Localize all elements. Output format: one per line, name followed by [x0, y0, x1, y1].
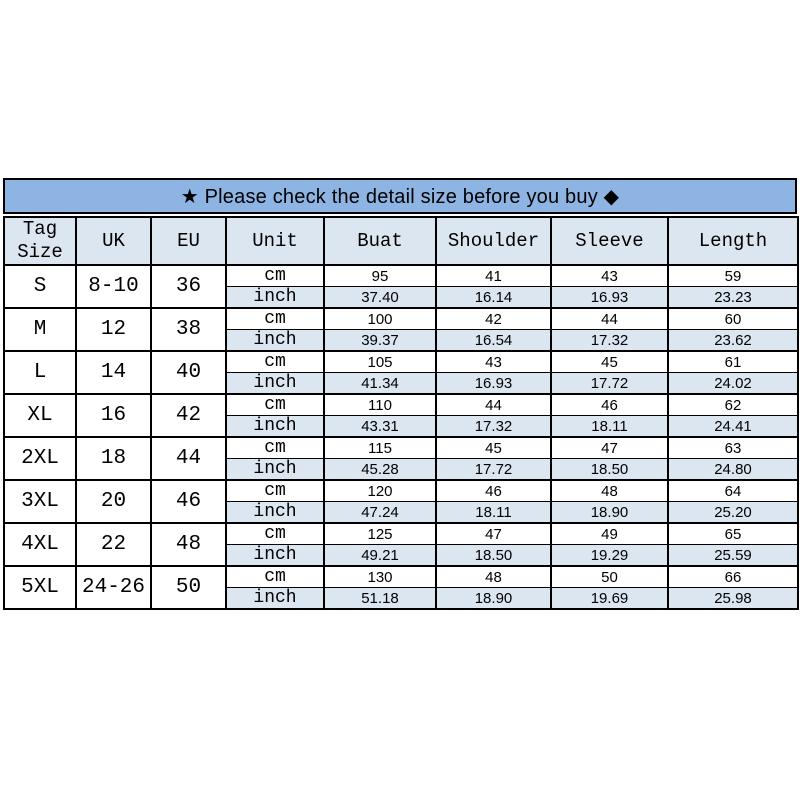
- tag-size-cell: XL: [4, 394, 76, 437]
- eu-size-cell: 38: [151, 308, 226, 351]
- length-cm-cell: 66: [668, 566, 798, 588]
- eu-size-cell: 46: [151, 480, 226, 523]
- uk-size-cell: 22: [76, 523, 151, 566]
- bust-inch-cell: 51.18: [324, 588, 436, 610]
- sleeve-cm-cell: 49: [551, 523, 668, 545]
- eu-size-cell: 50: [151, 566, 226, 609]
- shoulder-inch-cell: 17.72: [436, 459, 551, 481]
- unit-cm-label: cm: [226, 566, 324, 588]
- uk-size-cell: 14: [76, 351, 151, 394]
- header-bust: Buat: [324, 217, 436, 265]
- sleeve-cm-cell: 43: [551, 265, 668, 287]
- unit-cm-label: cm: [226, 351, 324, 373]
- unit-inch-label: inch: [226, 416, 324, 438]
- eu-size-cell: 40: [151, 351, 226, 394]
- bust-inch-cell: 43.31: [324, 416, 436, 438]
- header-sleeve: Sleeve: [551, 217, 668, 265]
- bust-cm-cell: 100: [324, 308, 436, 330]
- uk-size-cell: 18: [76, 437, 151, 480]
- tag-size-cell: 5XL: [4, 566, 76, 609]
- sleeve-inch-cell: 19.29: [551, 545, 668, 567]
- bust-cm-cell: 125: [324, 523, 436, 545]
- size-row-cm: [4, 437, 798, 459]
- size-row-cm: [4, 394, 798, 416]
- bust-inch-cell: 39.37: [324, 330, 436, 352]
- uk-size-cell: 20: [76, 480, 151, 523]
- unit-inch-label: inch: [226, 588, 324, 610]
- bust-inch-cell: 49.21: [324, 545, 436, 567]
- sleeve-inch-cell: 17.32: [551, 330, 668, 352]
- notice-banner: [3, 178, 797, 214]
- header-unit: Unit: [226, 217, 324, 265]
- shoulder-inch-cell: 18.11: [436, 502, 551, 524]
- size-row-cm: [4, 523, 798, 545]
- sleeve-inch-cell: 18.90: [551, 502, 668, 524]
- uk-size-cell: 8-10: [76, 265, 151, 308]
- shoulder-cm-cell: 47: [436, 523, 551, 545]
- shoulder-cm-cell: 46: [436, 480, 551, 502]
- shoulder-inch-cell: 16.14: [436, 287, 551, 309]
- header-eu: EU: [151, 217, 226, 265]
- eu-size-cell: 36: [151, 265, 226, 308]
- unit-inch-label: inch: [226, 545, 324, 567]
- length-cm-cell: 63: [668, 437, 798, 459]
- unit-inch-label: inch: [226, 373, 324, 395]
- sleeve-inch-cell: 18.11: [551, 416, 668, 438]
- size-row-cm: [4, 566, 798, 588]
- sleeve-cm-cell: 48: [551, 480, 668, 502]
- length-cm-cell: 60: [668, 308, 798, 330]
- sleeve-cm-cell: 46: [551, 394, 668, 416]
- tag-size-cell: S: [4, 265, 76, 308]
- size-row-cm: [4, 480, 798, 502]
- eu-size-cell: 42: [151, 394, 226, 437]
- length-cm-cell: 62: [668, 394, 798, 416]
- sleeve-inch-cell: 19.69: [551, 588, 668, 610]
- uk-size-cell: 16: [76, 394, 151, 437]
- length-inch-cell: 24.41: [668, 416, 798, 438]
- eu-size-cell: 44: [151, 437, 226, 480]
- bust-inch-cell: 45.28: [324, 459, 436, 481]
- size-row-cm: [4, 351, 798, 373]
- shoulder-cm-cell: 44: [436, 394, 551, 416]
- sleeve-inch-cell: 17.72: [551, 373, 668, 395]
- bust-cm-cell: 105: [324, 351, 436, 373]
- sleeve-cm-cell: 44: [551, 308, 668, 330]
- bust-inch-cell: 41.34: [324, 373, 436, 395]
- bust-cm-cell: 130: [324, 566, 436, 588]
- shoulder-inch-cell: 16.93: [436, 373, 551, 395]
- bust-inch-cell: 37.40: [324, 287, 436, 309]
- size-row-cm: [4, 265, 798, 287]
- length-inch-cell: 25.20: [668, 502, 798, 524]
- shoulder-cm-cell: 45: [436, 437, 551, 459]
- length-cm-cell: 59: [668, 265, 798, 287]
- header-uk: UK: [76, 217, 151, 265]
- shoulder-inch-cell: 18.90: [436, 588, 551, 610]
- unit-cm-label: cm: [226, 394, 324, 416]
- tag-size-cell: L: [4, 351, 76, 394]
- size-row-cm: [4, 308, 798, 330]
- length-inch-cell: 25.98: [668, 588, 798, 610]
- unit-inch-label: inch: [226, 287, 324, 309]
- shoulder-cm-cell: 43: [436, 351, 551, 373]
- shoulder-cm-cell: 42: [436, 308, 551, 330]
- sleeve-cm-cell: 45: [551, 351, 668, 373]
- unit-cm-label: cm: [226, 437, 324, 459]
- eu-size-cell: 48: [151, 523, 226, 566]
- length-cm-cell: 64: [668, 480, 798, 502]
- tag-size-cell: 2XL: [4, 437, 76, 480]
- length-inch-cell: 24.80: [668, 459, 798, 481]
- unit-cm-label: cm: [226, 523, 324, 545]
- unit-cm-label: cm: [226, 265, 324, 287]
- tag-size-cell: M: [4, 308, 76, 351]
- shoulder-cm-cell: 41: [436, 265, 551, 287]
- bust-cm-cell: 95: [324, 265, 436, 287]
- shoulder-inch-cell: 18.50: [436, 545, 551, 567]
- tag-size-cell: 3XL: [4, 480, 76, 523]
- tag-size-cell: 4XL: [4, 523, 76, 566]
- header-length: Length: [668, 217, 798, 265]
- shoulder-inch-cell: 16.54: [436, 330, 551, 352]
- length-cm-cell: 61: [668, 351, 798, 373]
- sleeve-cm-cell: 50: [551, 566, 668, 588]
- header-shoulder: Shoulder: [436, 217, 551, 265]
- bust-inch-cell: 47.24: [324, 502, 436, 524]
- sleeve-inch-cell: 18.50: [551, 459, 668, 481]
- header-row: [4, 217, 798, 265]
- uk-size-cell: 24-26: [76, 566, 151, 609]
- length-inch-cell: 25.59: [668, 545, 798, 567]
- length-inch-cell: 23.62: [668, 330, 798, 352]
- shoulder-inch-cell: 17.32: [436, 416, 551, 438]
- sleeve-inch-cell: 16.93: [551, 287, 668, 309]
- size-chart-table: [3, 216, 799, 610]
- shoulder-cm-cell: 48: [436, 566, 551, 588]
- unit-inch-label: inch: [226, 502, 324, 524]
- unit-inch-label: inch: [226, 459, 324, 481]
- header-tag-size: Tag Size: [4, 217, 76, 265]
- length-cm-cell: 65: [668, 523, 798, 545]
- bust-cm-cell: 115: [324, 437, 436, 459]
- length-inch-cell: 23.23: [668, 287, 798, 309]
- length-inch-cell: 24.02: [668, 373, 798, 395]
- uk-size-cell: 12: [76, 308, 151, 351]
- bust-cm-cell: 110: [324, 394, 436, 416]
- size-chart-page: [3, 178, 797, 610]
- sleeve-cm-cell: 47: [551, 437, 668, 459]
- notice-banner-text: ★ Please check the detail size before you buy ◆: [180, 185, 620, 208]
- unit-cm-label: cm: [226, 308, 324, 330]
- unit-cm-label: cm: [226, 480, 324, 502]
- unit-inch-label: inch: [226, 330, 324, 352]
- bust-cm-cell: 120: [324, 480, 436, 502]
